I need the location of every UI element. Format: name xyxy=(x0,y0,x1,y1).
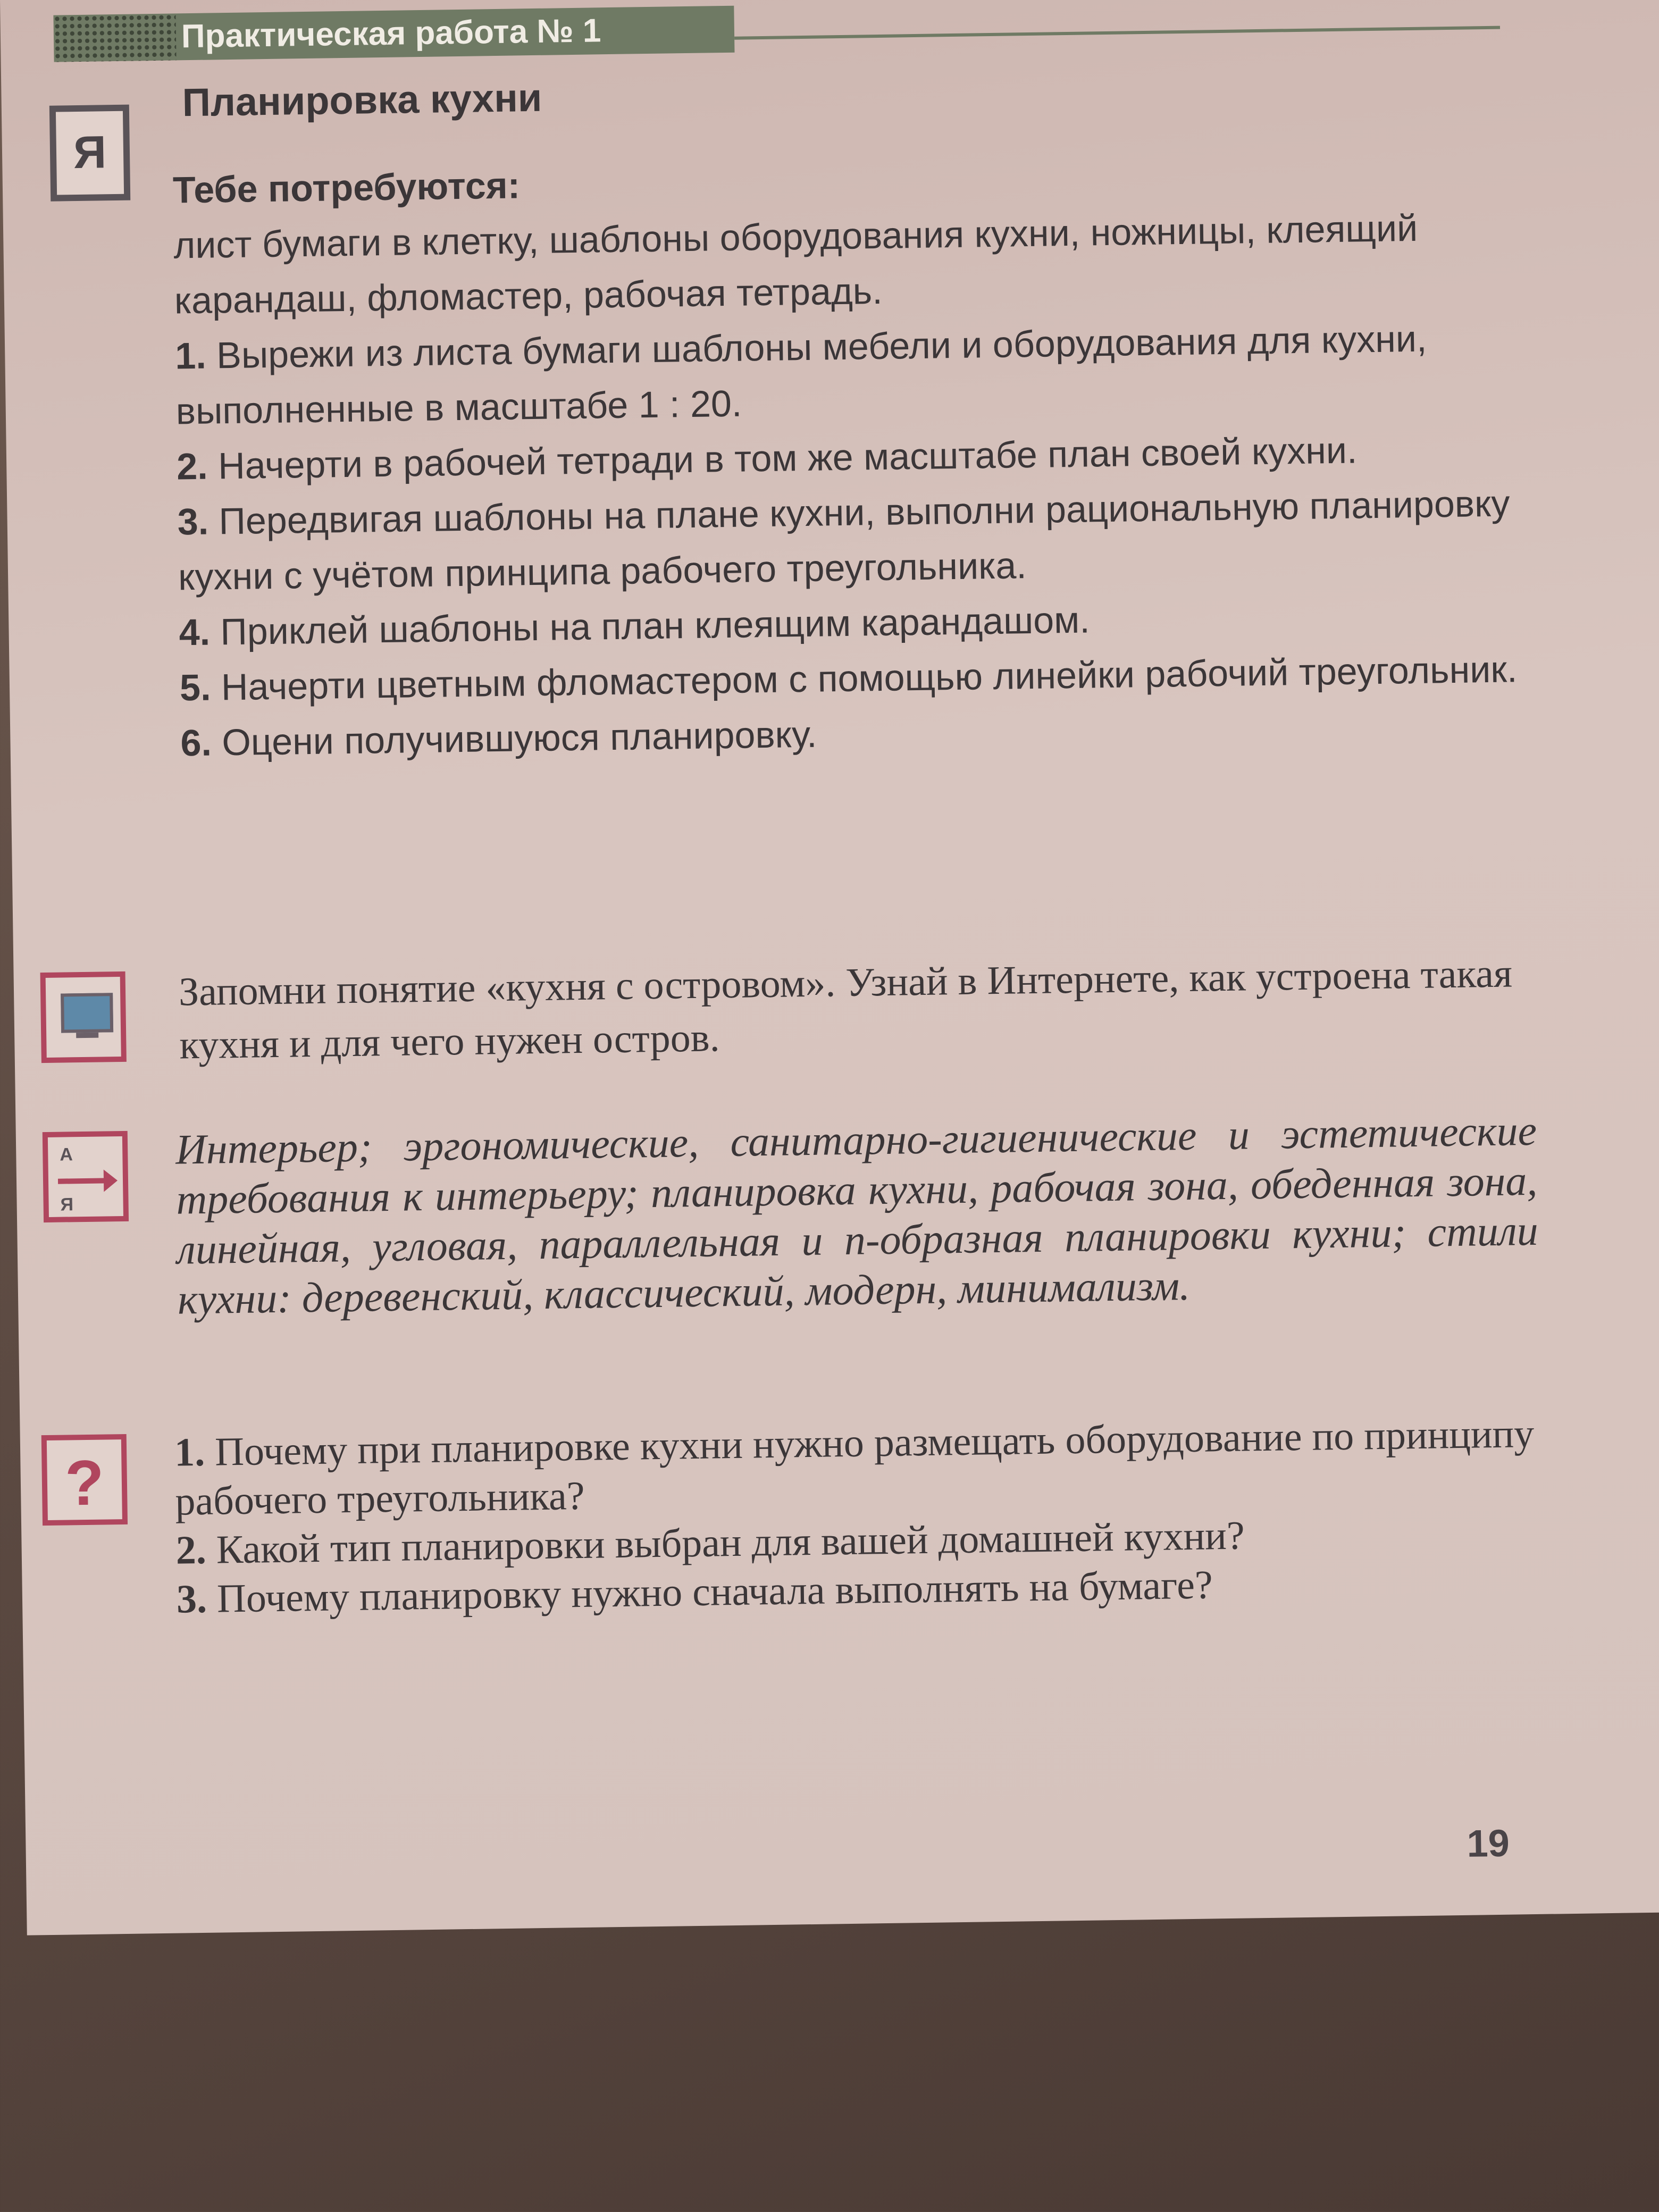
step-text: Оцени получившуюся планировку. xyxy=(221,713,817,764)
self-work-icon-letter: Я xyxy=(73,127,107,179)
review-questions xyxy=(174,1409,1538,1624)
question-text: Почему планировку нужно сначала выполнять на бумаге? xyxy=(216,1562,1213,1621)
question-number: 3. xyxy=(176,1576,207,1622)
glossary-icon-top-letter: А xyxy=(60,1144,73,1165)
question-number: 2. xyxy=(175,1527,207,1573)
step-item xyxy=(175,309,1516,439)
practical-work-title: Практическая работа № 1 xyxy=(181,12,601,55)
key-terms-text: Интерьер; эргономические, санитарно-гигиенические и эстетические требования к интерьеру; планировка кухни, рабочая зона, обеденная зона, линейная, угловая, параллельная и п-образная планировки кухни; стили кухни: деревенский, классический, модерн, минимализм. xyxy=(175,1107,1539,1323)
practical-instructions xyxy=(172,144,1521,770)
question-text: Какой тип планировки выбран для вашей домашней кухни? xyxy=(216,1513,1245,1572)
computer-monitor-icon xyxy=(40,971,127,1063)
step-number: 3. xyxy=(177,500,209,543)
practical-work-header xyxy=(53,6,734,62)
step-number: 2. xyxy=(176,445,208,488)
monitor-stand-shape xyxy=(76,1033,98,1038)
step-text: Начерти цветным фломастером с помощью линейки рабочий треугольник. xyxy=(221,648,1518,708)
step-number: 4. xyxy=(179,611,211,653)
question-text: Почему при планировке кухни нужно размещать оборудование по принципу рабочего треугольника? xyxy=(174,1411,1535,1524)
glossary-icon-bottom-letter: Я xyxy=(60,1194,74,1215)
internet-task-text: Запомни понятие «кухня с островом». Узнай в Интернете, как устроена такая кухня и для чего нужен остров. xyxy=(178,951,1513,1068)
arrow-shaft-shape xyxy=(58,1178,107,1184)
step-text: Передвигая шаблоны на плане кухни, выполни рациональную планировку кухни с учётом принципа рабочего треугольника. xyxy=(178,482,1510,598)
arrow-head-shape xyxy=(104,1169,118,1192)
step-text: Начерти в рабочей тетради в том же масштабе план своей кухни. xyxy=(217,429,1358,487)
question-item xyxy=(174,1409,1537,1526)
monitor-screen-shape xyxy=(61,993,113,1033)
step-number: 5. xyxy=(179,666,212,709)
step-number: 6. xyxy=(180,722,212,764)
step-number: 1. xyxy=(174,334,207,377)
glossary-arrow-icon xyxy=(43,1131,129,1222)
self-work-icon xyxy=(49,105,130,202)
step-text: Приклей шаблоны на план клеящим карандашом. xyxy=(220,599,1091,653)
step-text: Вырежи из листа бумаги шаблоны мебели и оборудования для кухни, выполненные в масштабе 1 : 20. xyxy=(175,317,1427,432)
question-mark-glyph: ? xyxy=(64,1447,105,1519)
question-number: 1. xyxy=(174,1429,205,1475)
materials-text: лист бумаги в клетку, шаблоны оборудования кухни, ножницы, клеящий карандаш, фломастер, рабочая тетрадь. xyxy=(173,207,1418,322)
materials-label: Тебе потребуются: xyxy=(172,164,521,211)
header-dot-pattern xyxy=(53,13,176,62)
step-item xyxy=(177,475,1519,605)
lesson-title: Планировка кухни xyxy=(182,75,542,125)
page-number: 19 xyxy=(1467,1822,1510,1865)
header-rule-line xyxy=(734,26,1500,40)
question-mark-icon xyxy=(41,1434,128,1526)
